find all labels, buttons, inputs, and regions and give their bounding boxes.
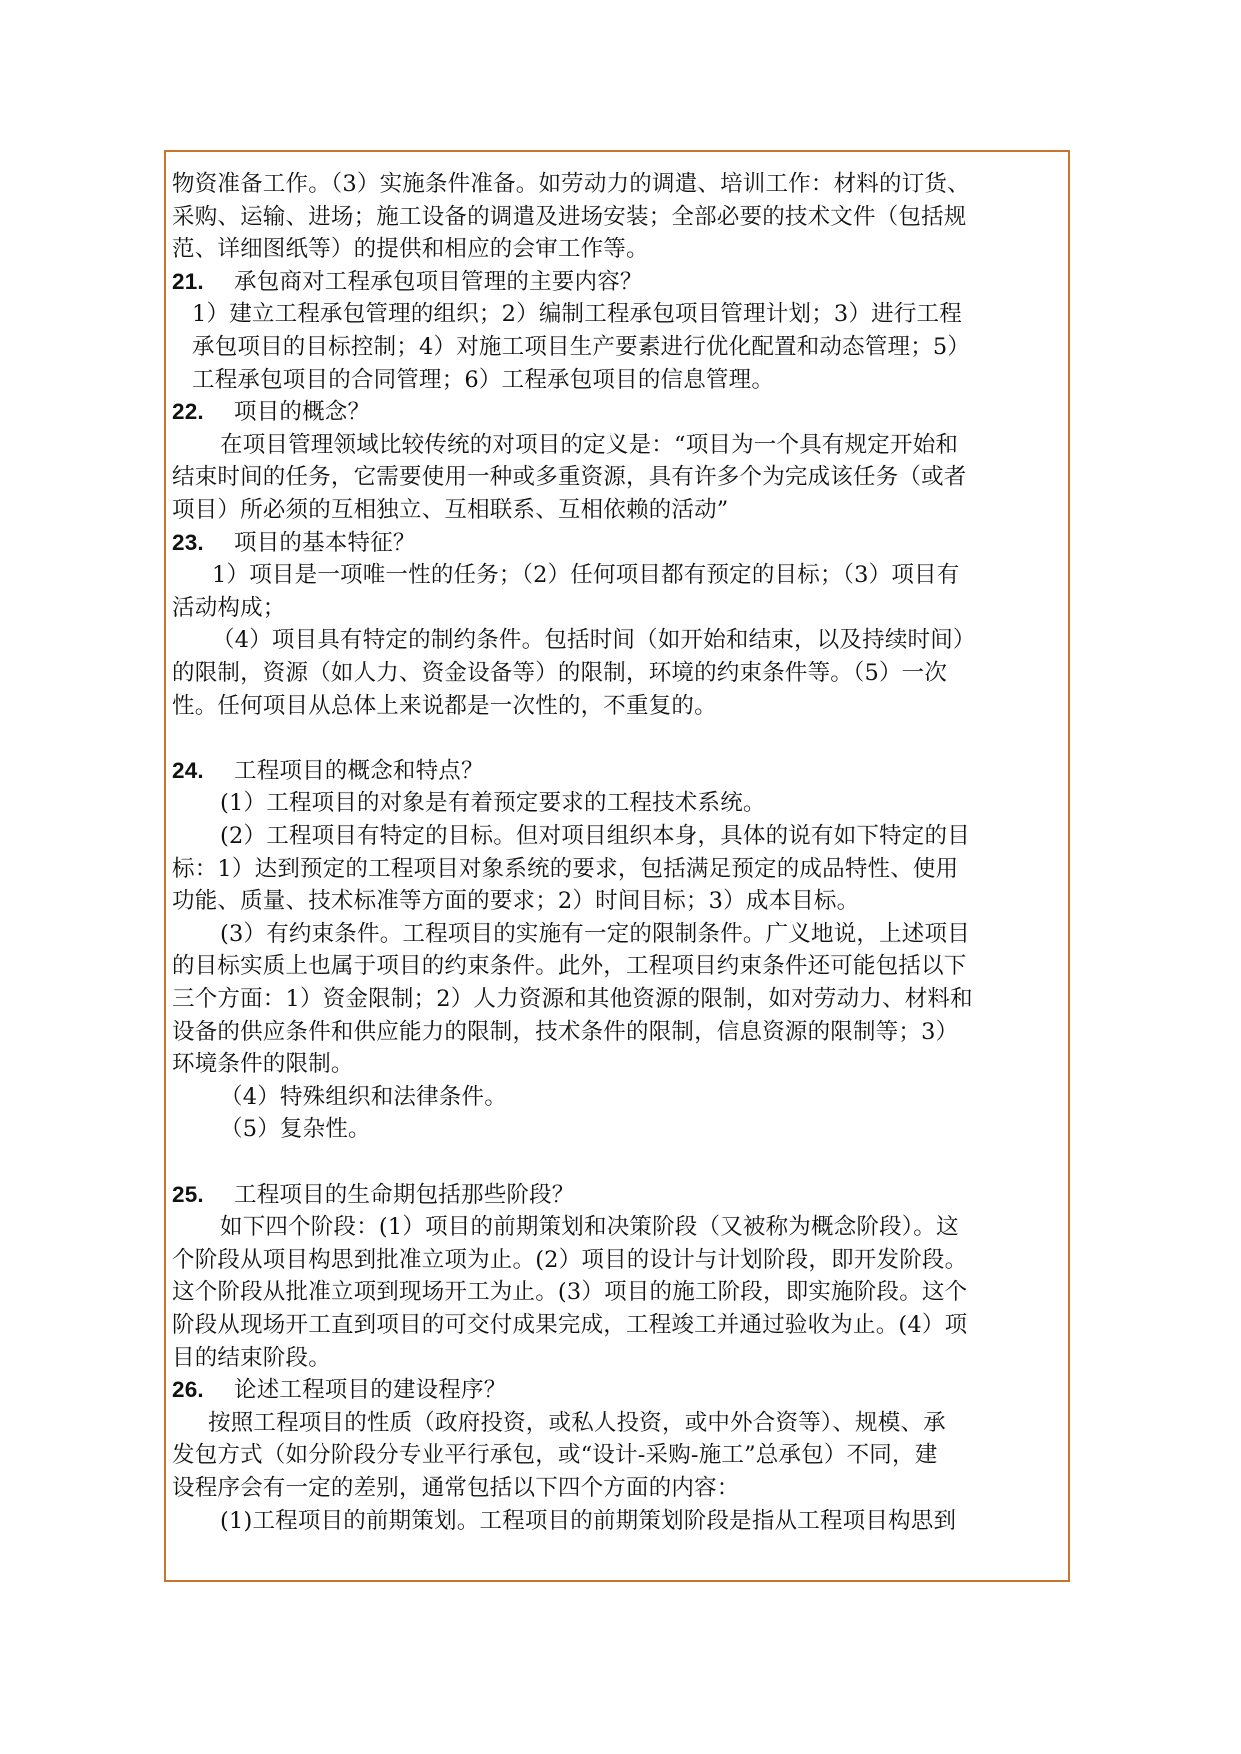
- text-line: (2）工程项目有特定的目标。但对项目组织本身，具体的说有如下特定的目: [220, 823, 970, 849]
- text-line: 1）项目是一项唯一性的任务；（2）任何项目都有预定的目标；（3）项目有: [212, 562, 960, 589]
- text-line: 这个阶段从批准立项到现场开工为止。(3）项目的施工阶段，即实施阶段。这个: [172, 1279, 968, 1306]
- text-line: 性。任何项目从总体上来说都是一次性的，不重复的。: [172, 692, 717, 719]
- question-title: 工程项目的生命期包括那些阶段？: [234, 1181, 575, 1208]
- text-line: 结束时间的任务，它需要使用一种或多重资源，具有许多个为完成该任务（或者: [172, 464, 967, 491]
- text-line: 标：1）达到预定的工程项目对象系统的要求，包括满足预定的成品特性、使用: [172, 855, 959, 882]
- text-line: 如下四个阶段：(1）项目的前期策划和决策阶段（又被称为概念阶段）。这: [220, 1214, 959, 1241]
- question-heading-25: [172, 1179, 575, 1211]
- question-title: 工程项目的概念和特点？: [234, 757, 484, 784]
- text-line: 设备的供应条件和供应能力的限制，技术条件的限制，信息资源的限制等；3）: [172, 1018, 959, 1045]
- question-number: 23.: [172, 529, 204, 555]
- question-number: 24.: [172, 757, 204, 783]
- text-line: (3）有约束条件。工程项目的实施有一定的限制条件。广义地说，上述项目: [220, 920, 970, 947]
- question-title: 项目的概念？: [234, 399, 371, 426]
- question-heading-24: [172, 755, 484, 787]
- text-line: 活动构成；: [172, 594, 286, 621]
- text-line: 阶段从现场开工直到项目的可交付成果完成，工程竣工并通过验收为止。(4）项: [172, 1312, 968, 1338]
- text-line: 目的结束阶段。: [172, 1344, 331, 1371]
- text-line: 功能、质量、技术标准等方面的要求；2）时间目标；3）成本目标。: [172, 888, 860, 915]
- text-line: （4）项目具有特定的制约条件。包括时间（如开始和结束，以及持续时间）: [212, 627, 976, 654]
- question-number: 22.: [172, 399, 204, 425]
- question-title: 论述工程项目的建设程序？: [234, 1377, 507, 1404]
- question-number: 25.: [172, 1181, 204, 1207]
- question-title: 承包商对工程承包项目管理的主要内容？: [234, 268, 643, 295]
- text-line: 物资准备工作。（3）实施条件准备。如劳动力的调遣、培训工作：材料的订货、: [172, 171, 970, 197]
- question-title: 项目的基本特征？: [234, 529, 416, 556]
- text-line: 工程承包项目的合同管理；6）工程承包项目的信息管理。: [192, 366, 775, 393]
- text-line: 承包项目的目标控制；4）对施工项目生产要素进行优化配置和动态管理；5）: [192, 334, 971, 360]
- text-line: 按照工程项目的性质（政府投资，或私人投资，或中外合资等）、规模、承: [208, 1409, 946, 1436]
- text-line: (1)工程项目的前期策划。工程项目的前期策划阶段是指从工程项目构思到: [220, 1507, 957, 1534]
- text-line: 1）建立工程承包管理的组织；2）编制工程承包项目管理计划；3）进行工程: [192, 301, 962, 328]
- question-heading-26: [172, 1374, 506, 1406]
- text-line: 采购、运输、进场；施工设备的调遣及进场安装；全部必要的技术文件（包括规: [172, 203, 967, 230]
- question-number: 21.: [172, 268, 204, 294]
- question-number: 26.: [172, 1377, 204, 1403]
- text-line: （5）复杂性。: [220, 1116, 371, 1143]
- text-line: 三个方面：1）资金限制；2）人力资源和其他资源的限制，如对劳动力、材料和: [172, 986, 973, 1012]
- question-heading-22: [172, 396, 370, 428]
- question-heading-21: [172, 266, 643, 298]
- text-line: 设程序会有一定的差别，通常包括以下四个方面的内容：: [172, 1475, 740, 1501]
- text-line: （4）特殊组织和法律条件。: [220, 1083, 507, 1110]
- text-line: 发包方式（如分阶段分专业平行承包，或“设计-采购-施工”总承包）不同，建: [172, 1442, 938, 1469]
- text-line: 项目）所必须的互相独立、互相联系、互相依赖的活动”: [172, 497, 729, 523]
- question-heading-23: [172, 527, 416, 559]
- text-line: 环境条件的限制。: [172, 1051, 354, 1078]
- text-line: 的限制，资源（如人力、资金设备等）的限制，环境的约束条件等。（5）一次: [172, 660, 948, 686]
- text-line: 的目标实质上也属于项目的约束条件。此外，工程项目约束条件还可能包括以下: [172, 953, 967, 980]
- text-line: (1）工程项目的对象是有着预定要求的工程技术系统。: [220, 790, 766, 817]
- text-line: 范、详细图纸等）的提供和相应的会审工作等。: [172, 236, 649, 263]
- text-line: 个阶段从项目构思到批准立项为止。(2）项目的设计与计划阶段，即开发阶段。: [172, 1246, 968, 1273]
- text-line: 在项目管理领域比较传统的对项目的定义是：“项目为一个具有规定开始和: [220, 431, 959, 458]
